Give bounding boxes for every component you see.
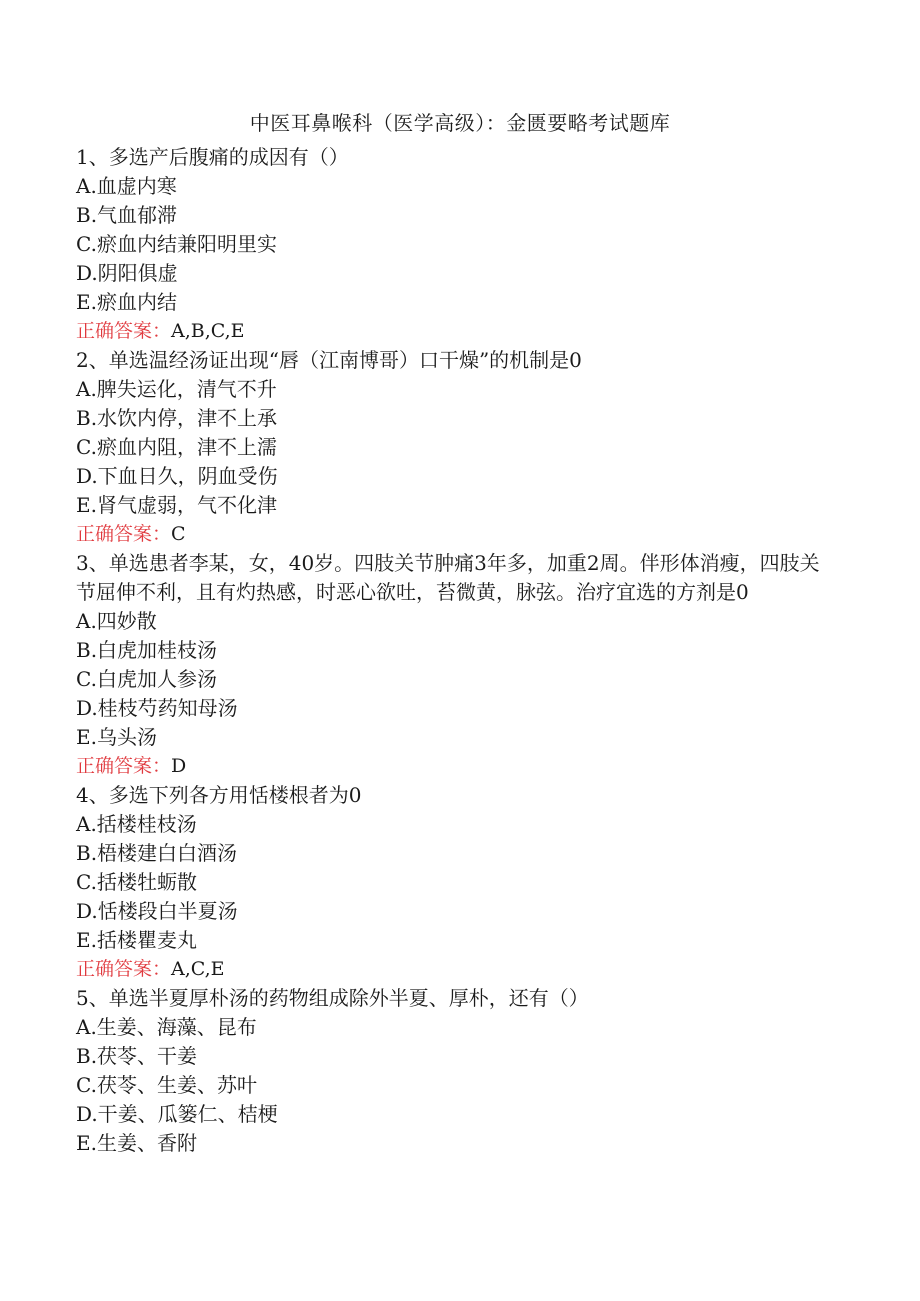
answer-label: 正确答案： [76, 523, 172, 545]
option-e: E.乌头汤 [76, 725, 157, 749]
answer-value: A,C,E [171, 958, 225, 980]
correct-answer [76, 520, 836, 549]
correct-answer [76, 317, 836, 346]
document-title: 中医耳鼻喉科（医学高级）：金匮要略考试题库 [249, 111, 671, 135]
question-stem: 5、单选半夏厚朴汤的药物组成除外半夏、厚朴，还有（） [76, 986, 589, 1010]
option-a: A.血虚内寒 [76, 174, 177, 198]
question-5 [76, 984, 836, 1158]
option-b: B.梧楼建白白酒汤 [76, 841, 238, 865]
option-e: E.肾气虚弱，气不化津 [76, 493, 277, 517]
option-d: D.下血日久，阴血受伤 [76, 464, 278, 488]
option-c: C.茯苓、生姜、苏叶 [76, 1073, 257, 1097]
option-b: B.气血郁滞 [76, 203, 178, 227]
question-2 [76, 346, 836, 549]
answer-label: 正确答案： [76, 320, 172, 342]
question-stem: 1、多选产后腹痛的成因有（） [76, 145, 349, 169]
option-a: A.四妙散 [76, 609, 157, 633]
option-c: C.白虎加人参汤 [76, 667, 217, 691]
correct-answer [76, 752, 836, 781]
option-e: E.瘀血内结 [76, 290, 177, 314]
question-list [76, 143, 836, 1158]
option-a: A.括楼桂枝汤 [76, 812, 197, 836]
option-b: B.茯苓、干姜 [76, 1044, 198, 1068]
question-stem: 3、单选患者李某，女，40岁。四肢关节肿痛3年多，加重2周。伴形体消瘦，四肢关节屈伸不利，且有灼热感，时恶心欲吐，苔微黄，脉弦。治疗宜选的方剂是0 [76, 551, 820, 604]
answer-label: 正确答案： [76, 958, 172, 980]
answer-value: A,B,C,E [171, 320, 245, 342]
question-3 [76, 549, 836, 781]
question-4 [76, 781, 836, 984]
question-1 [76, 143, 836, 346]
question-stem: 2、单选温经汤证出现“唇（江南博哥）口干燥”的机制是0 [76, 348, 582, 372]
option-d: D.恬楼段白半夏汤 [76, 899, 238, 923]
answer-value: D [171, 755, 187, 777]
question-stem: 4、多选下列各方用恬楼根者为0 [76, 783, 362, 807]
option-d: D.干姜、瓜篓仁、桔梗 [76, 1102, 278, 1126]
answer-value: C [171, 523, 186, 545]
option-d: D.桂枝芍药知母汤 [76, 696, 238, 720]
option-b: B.水饮内停，津不上承 [76, 406, 278, 430]
option-c: C.瘀血内结兼阳明里实 [76, 232, 277, 256]
option-d: D.阴阳俱虚 [76, 261, 178, 285]
option-a: A.生姜、海藻、昆布 [76, 1015, 257, 1039]
answer-label: 正确答案： [76, 755, 172, 777]
option-b: B.白虎加桂枝汤 [76, 638, 218, 662]
option-c: C.瘀血内阻，津不上濡 [76, 435, 277, 459]
option-a: A.脾失运化，清气不升 [76, 377, 277, 401]
option-c: C.括楼牡蛎散 [76, 870, 197, 894]
correct-answer [76, 955, 836, 984]
option-e: E.括楼瞿麦丸 [76, 928, 197, 952]
option-e: E.生姜、香附 [76, 1131, 197, 1155]
